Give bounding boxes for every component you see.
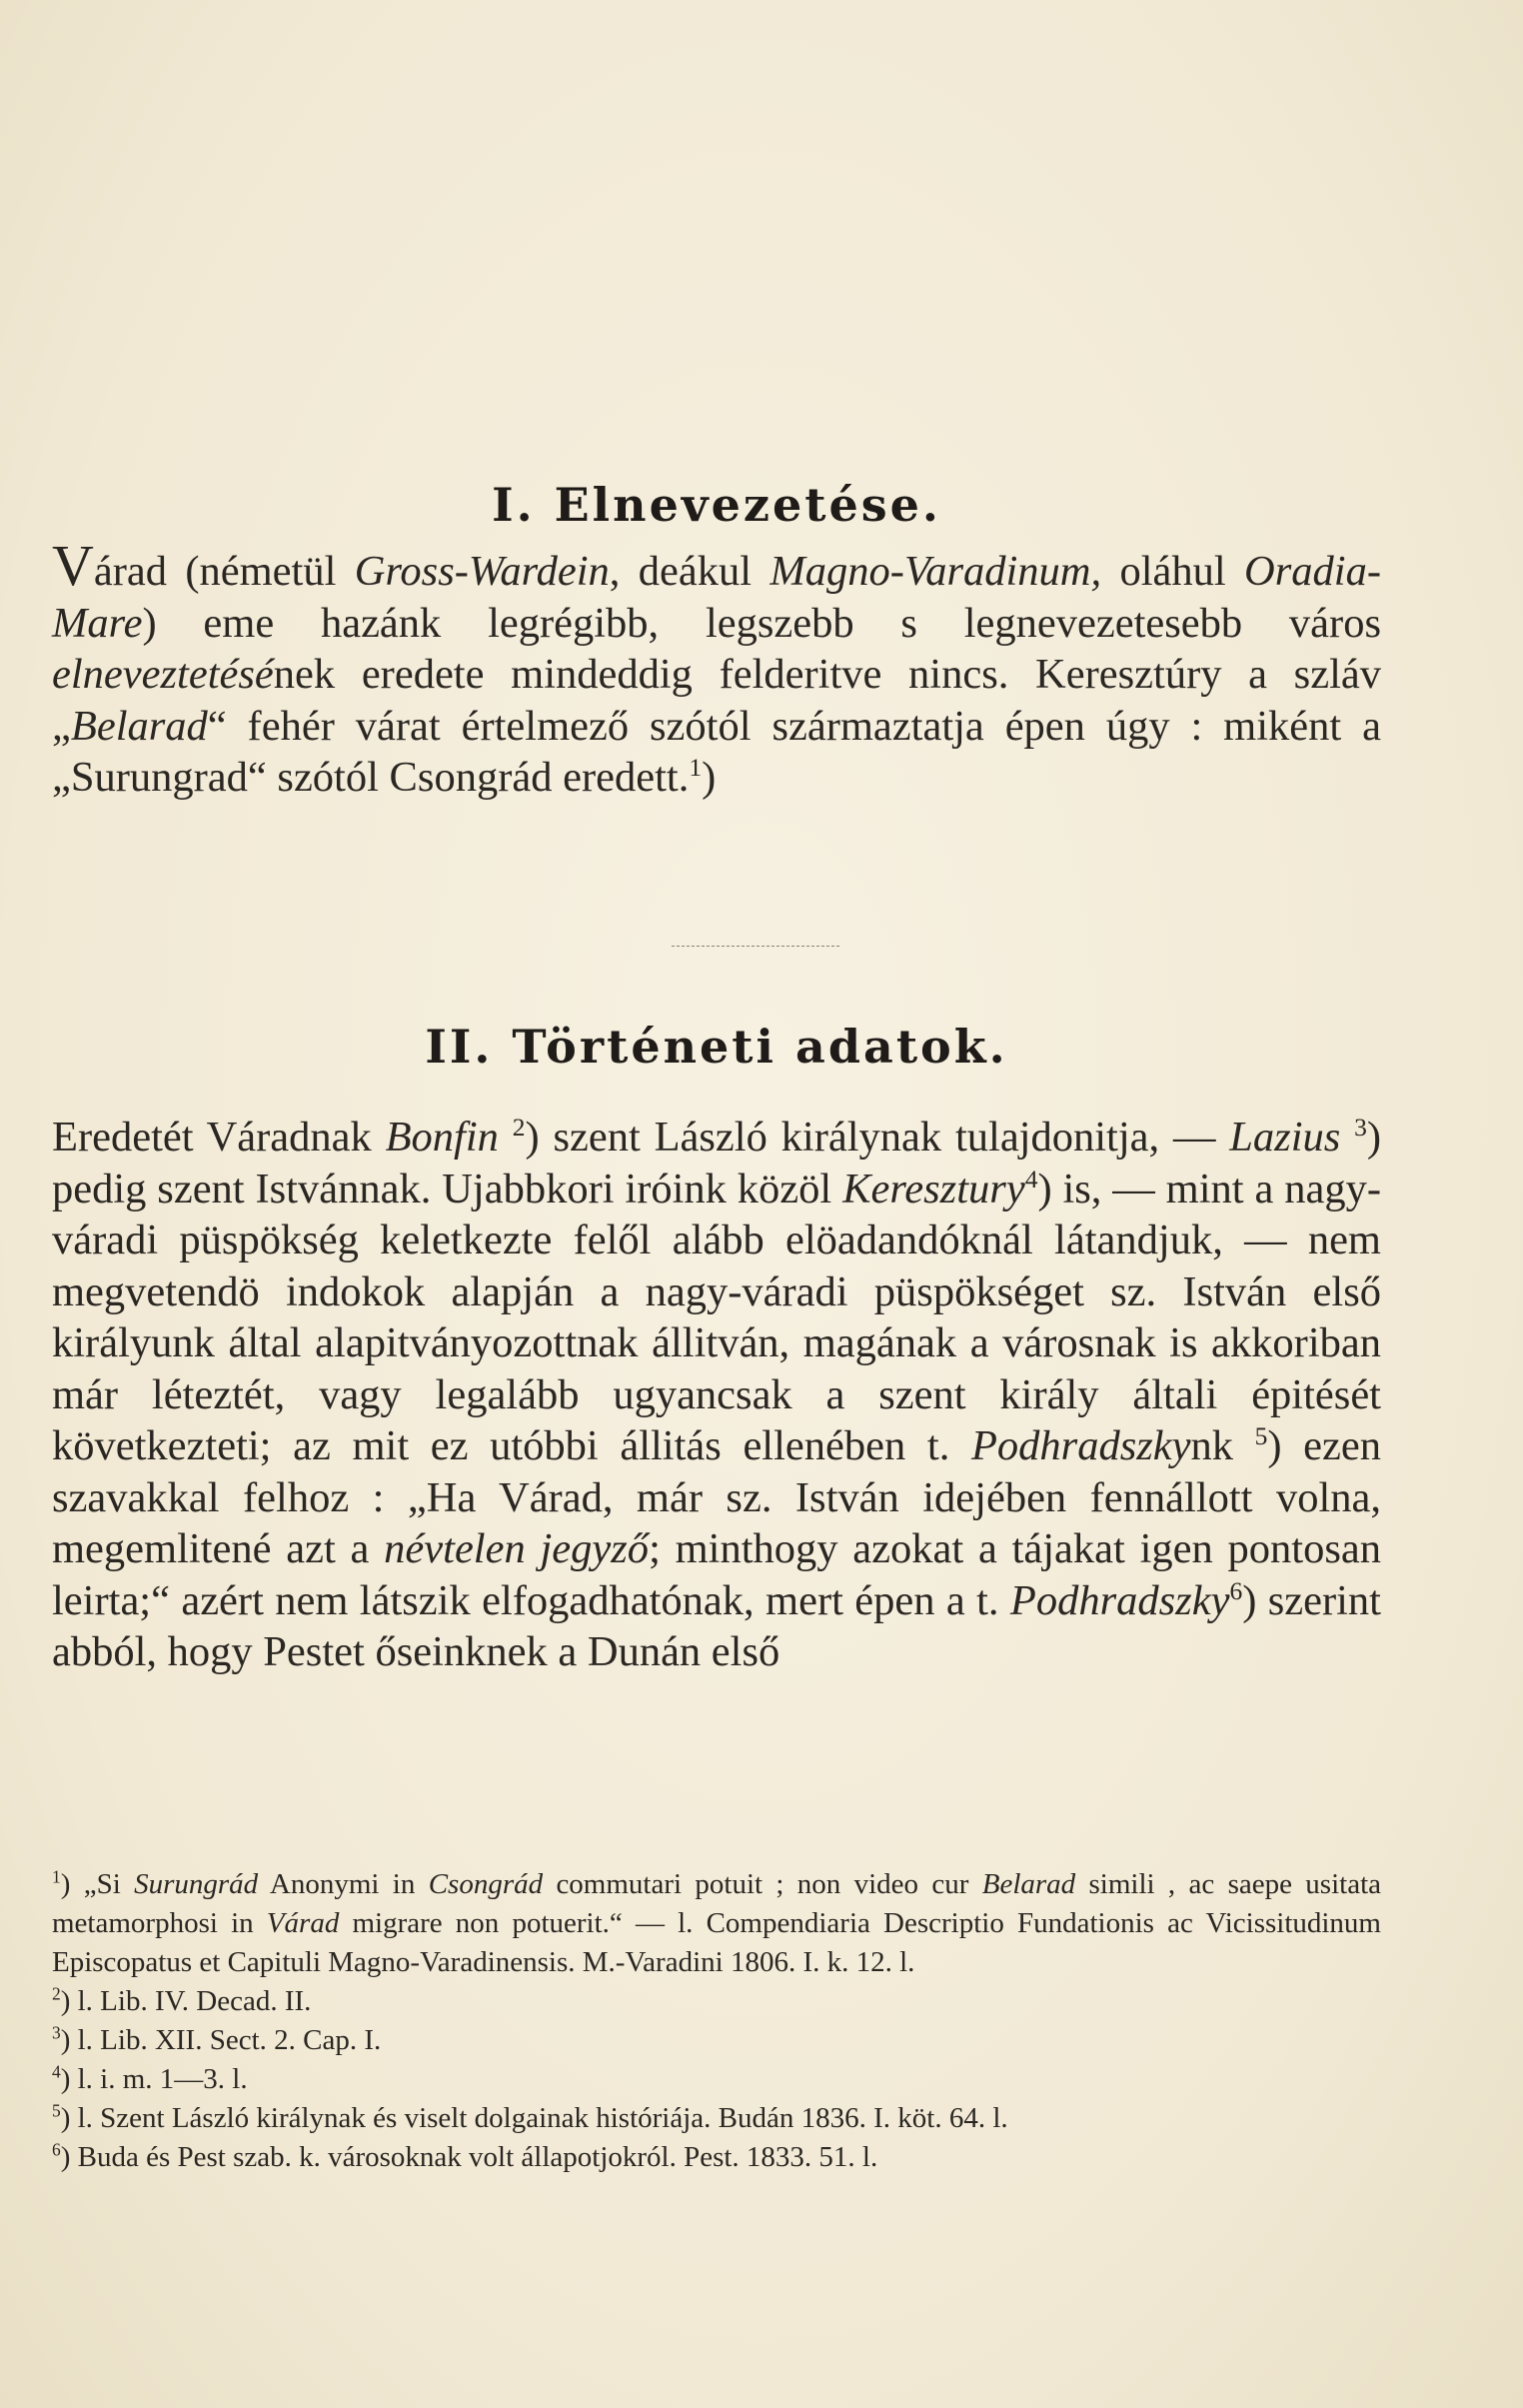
- section-1-heading: I. Elnevezetése.: [492, 478, 941, 532]
- text-run: ; minthogy azokat a tájakat igen pontosan leirta;“ azért nem látszik elfogadhatónak, mert épen a t.: [52, 1525, 1381, 1624]
- text-run: Eredetét Váradnak: [52, 1114, 386, 1161]
- text-run: Csongrád: [428, 1868, 544, 1900]
- section-2: [52, 1020, 1381, 1074]
- text-run: ) szent László királynak tulajdonitja, —: [525, 1114, 1230, 1161]
- text-run: ) eme hazánk legrégibb, legszebb s legnevezetesebb város: [142, 599, 1381, 647]
- text-run: ) l. Lib. IV. Decad. II.: [60, 1985, 312, 2017]
- text-run: Anonymi in: [258, 1868, 429, 1900]
- footnote-ref: 3: [52, 2022, 61, 2043]
- footnote-ref: 1: [689, 752, 703, 782]
- footnote-ref: 2: [52, 1983, 61, 2004]
- footnotes: [52, 1865, 1381, 2177]
- text-run: , deákul: [609, 548, 770, 595]
- text-run: ) is, — mint a nagy-váradi püspökség keletkezte felől alább elöadandóknál látandjuk, — nem megvetendö indokok alapján a nagy-váradi püspökséget sz. István első királyunk által alapitványozottnak állitván, magának a városnak is akkoriban már léteztét, vagy legalább ugyancsak a szent király általi épitését következteti; az mit ez utóbbi állitás ellenében t.: [52, 1165, 1381, 1469]
- footnote-ref: 1: [52, 1866, 61, 1887]
- text-run: migrare non potuerit.“ — l. Compendiaria Descriptio Fundationis ac Vicissitudinum Episcopatus et Capituli Magno-Varadinensis. M.-Varadini 1806. I. k. 12. l.: [52, 1907, 1381, 1978]
- text-run: Lazius: [1229, 1114, 1341, 1161]
- text-run: Gross-Wardein: [354, 548, 610, 595]
- text-run: “ fehér várat értelmező szótól származtatja épen úgy : miként a „Surungrad“ szótól Csongrád eredett.: [52, 702, 1381, 801]
- text-run: Surungrád: [134, 1868, 259, 1900]
- drop-cap: V: [52, 533, 94, 598]
- text-run: [1340, 1114, 1354, 1161]
- text-run: oláhul: [1101, 548, 1245, 595]
- section-1-paragraph: [52, 533, 1381, 804]
- text-run: ) l. Lib. XII. Sect. 2. Cap. I.: [60, 2024, 382, 2056]
- text-run: commutari potuit ; non video cur: [543, 1868, 982, 1900]
- text-run: ): [702, 754, 717, 801]
- footnote: [52, 2021, 1381, 2060]
- text-run: ) szerint abból, hogy Pestet őseinknek a Dunán első: [52, 1576, 1381, 1675]
- text-run: Magno-Varadinum,: [769, 548, 1102, 595]
- section-2-heading: II. Történeti adatok.: [425, 1020, 1008, 1074]
- text-run: Belarad: [70, 702, 208, 750]
- footnote-ref: 6: [52, 2139, 61, 2160]
- footnote: [52, 2138, 1381, 2177]
- footnote-ref: 4: [1024, 1164, 1038, 1194]
- footnote-ref: 3: [1354, 1112, 1367, 1142]
- section-2-body: [52, 1112, 1381, 1678]
- text-run: Bonfin: [385, 1114, 499, 1161]
- text-run: nek eredete mindeddig felderitve nincs. Keresztúry a szláv „: [52, 651, 1381, 750]
- text-run: ) l. Szent László királynak és viselt dolgainak históriája. Budán 1836. I. köt. 64. l.: [60, 2102, 1008, 2134]
- text-run: simili , ac saepe usitata metamorphosi in: [52, 1868, 1382, 1939]
- footnote-ref: 5: [52, 2100, 61, 2121]
- text-run: elneveztetésé: [52, 651, 274, 698]
- text-run: Podhradszky: [1009, 1576, 1230, 1624]
- section-1: [52, 478, 1381, 532]
- footnote-ref: 5: [1254, 1420, 1268, 1450]
- text-run: Oradia-Mare: [52, 548, 1381, 647]
- text-run: [499, 1114, 513, 1161]
- text-run: Podhradszky: [970, 1422, 1191, 1469]
- text-run: nk: [1190, 1422, 1255, 1469]
- text-run: ) ezen szavakkal felhoz : „Ha Várad, már sz. István idejében fennállott volna, megemlitené azt a: [52, 1422, 1381, 1572]
- footnote-ref: 2: [512, 1112, 526, 1142]
- text-run: ) Buda és Pest szab. k. városoknak volt állapotjokról. Pest. 1833. 51. l.: [60, 2141, 878, 2173]
- text-run: ) pedig szent Istvánnak. Ujabbkori iróink közöl: [52, 1114, 1382, 1212]
- footnote: [52, 2060, 1381, 2099]
- text-run: ) „Si: [60, 1868, 135, 1900]
- section-divider: [672, 946, 839, 947]
- text-run: Belarad: [981, 1868, 1076, 1900]
- footnote: [52, 1982, 1381, 2021]
- section-2-paragraph: [52, 1112, 1381, 1678]
- text-run: Várad: [266, 1907, 340, 1939]
- section-1-body: [52, 533, 1381, 804]
- text-run: ) l. i. m. 1—3. l.: [60, 2063, 248, 2095]
- footnote-ref: 4: [52, 2061, 61, 2082]
- text-run: névtelen jegyző: [384, 1525, 650, 1572]
- footnote: [52, 2099, 1381, 2138]
- footnote: [52, 1865, 1381, 1982]
- footnote-ref: 6: [1229, 1575, 1243, 1605]
- text-run: árad (németül: [93, 548, 355, 595]
- text-run: Keresztury: [842, 1165, 1025, 1212]
